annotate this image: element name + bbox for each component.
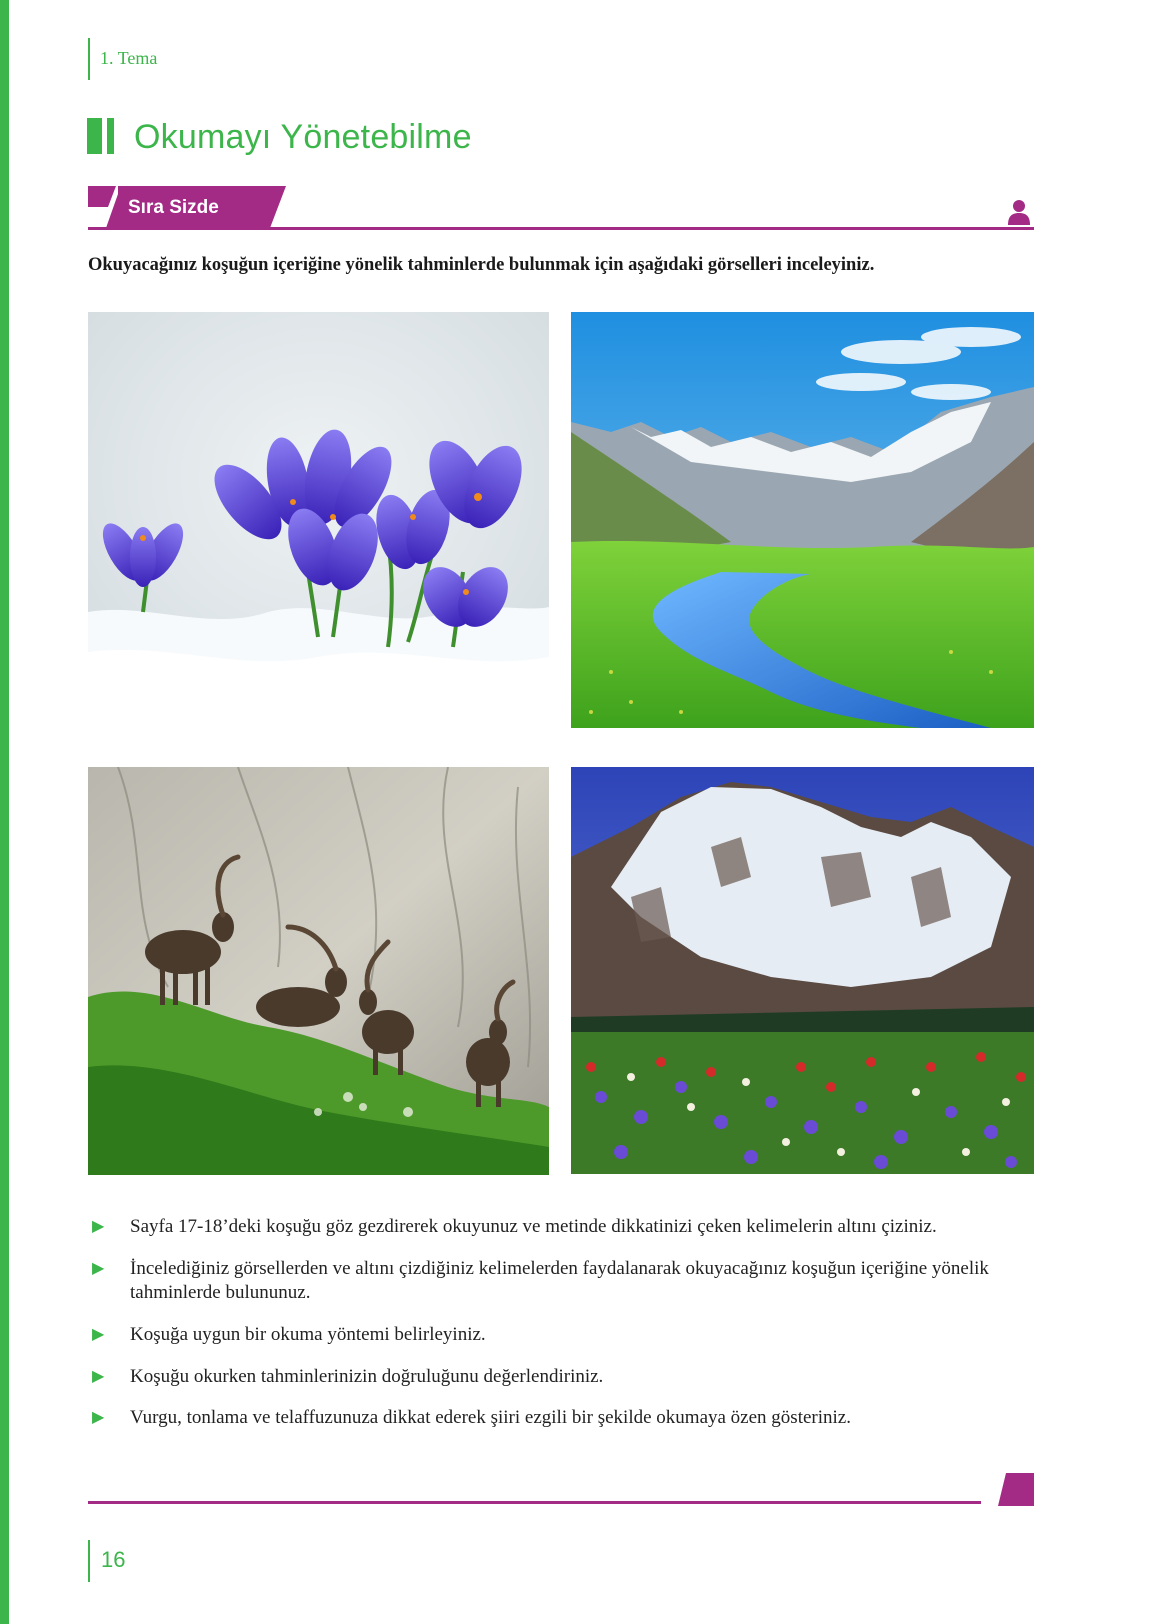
person-icon (1008, 199, 1030, 225)
task-text: Sayfa 17-18’deki koşuğu göz gezdirerek okuyunuz ve metinde dikkatinizi çeken kelimelerin altını çiziniz. (130, 1216, 937, 1237)
bottom-tab-marker (998, 1473, 1034, 1506)
arrow-right-icon: ▶ (92, 1409, 105, 1427)
task-text: Koşuğu okurken tahminlerinizin doğruluğunu değerlendiriniz. (130, 1365, 604, 1387)
crocus-snow-photo (88, 312, 549, 728)
arrow-right-icon: ▶ (92, 1218, 105, 1235)
arrow-right-icon: ▶ (92, 1259, 105, 1277)
tema-divider (88, 38, 90, 80)
instruction-text: Okuyacağınız koşuğun içeriğine yönelik tahminlerde bulunmak için aşağıdaki görselleri inceleyiniz. (88, 255, 875, 275)
sira-sizde-label: Sıra Sizde (128, 197, 219, 218)
arrow-right-icon: ▶ (92, 1326, 105, 1344)
banner-underline (88, 227, 1034, 230)
mountain-stream-photo (571, 312, 1034, 728)
page-number: 16 (101, 1547, 126, 1572)
task-item (92, 1257, 1037, 1306)
task-text: Koşuğa uygun bir okuma yöntemi belirleyiniz. (130, 1324, 486, 1346)
arrow-right-icon: ▶ (92, 1367, 105, 1385)
page-number-divider (88, 1540, 90, 1582)
chapter-label: 1. Tema (100, 48, 158, 68)
task-list (92, 1215, 1037, 1448)
task-item (92, 1365, 1037, 1390)
task-item (92, 1323, 1037, 1348)
ibex-cliff-photo (88, 767, 549, 1175)
task-text: Vurgu, tonlama ve telaffuzunuza dikkat ederek şiiri ezgili bir şekilde okumaya özen gösteriniz. (130, 1407, 851, 1429)
task-text: İncelediğiniz görsellerden ve altını çizdiğiniz kelimelerden faydalanarak okuyacağınız koşuğun içeriğine yönelik tahminlerde bulununuz. (130, 1257, 989, 1304)
bottom-rule (88, 1501, 981, 1504)
page-side-bar (0, 0, 9, 1624)
title-marker (87, 118, 114, 154)
mountain-wildflowers-photo (571, 767, 1034, 1174)
task-item (92, 1406, 1037, 1431)
task-item (92, 1215, 1037, 1240)
section-title: Okumayı Yönetebilme (134, 118, 472, 156)
